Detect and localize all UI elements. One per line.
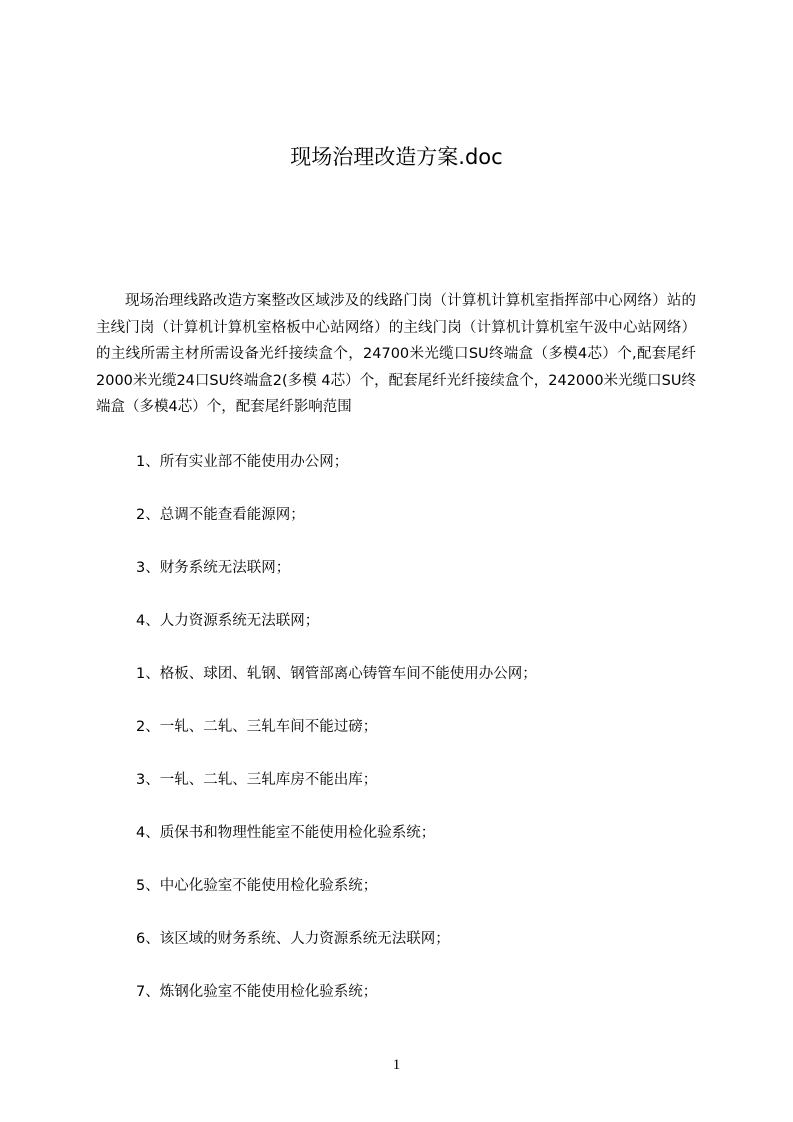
page-title: 现场治理改造方案.doc <box>290 145 503 169</box>
intro-paragraph: 现场治理线路改造方案整改区域涉及的线路门岗（计算机计算机室指挥部中心网络）站的主线门岗（计算机计算机室格板中心站网络）的主线门岗（计算机计算机室午汲中心站网络）的主线所需主材所需设备光纤接续盒个，24700米光缆口SU终端盒（多模4芯）个,配套尾纤 2000米光缆24口SU终端盒2(多模 4芯）个，配套尾纤光纤接续盒个，242000米光缆口SU终端盒（多模4芯）个，配套尾纤影响范围 <box>96 293 696 415</box>
list-item: 3、一轧、二轧、三轧库房不能出库； <box>136 772 378 788</box>
list-item: 4、人力资源系统无法联网； <box>136 613 320 629</box>
list-item: 5、中心化验室不能使用检化验系统； <box>136 878 378 894</box>
list-item: 2、总调不能查看能源网； <box>136 507 305 523</box>
list-item: 2、一轧、二轧、三轧车间不能过磅； <box>136 719 378 735</box>
list-item: 4、质保书和物理性能室不能使用检化验系统； <box>136 825 436 841</box>
list-item: 1、所有实业部不能使用办公网； <box>136 454 349 470</box>
page-number: 1 <box>392 1057 401 1073</box>
impact-list <box>136 449 716 1032</box>
list-item: 6、该区域的财务系统、人力资源系统无法联网； <box>136 931 450 947</box>
list-item: 3、财务系统无法联网； <box>136 560 291 576</box>
list-item: 1、格板、球团、轧钢、钢管部离心铸管车间不能使用办公网； <box>136 666 537 682</box>
list-item: 7、炼钢化验室不能使用检化验系统； <box>136 984 378 1000</box>
